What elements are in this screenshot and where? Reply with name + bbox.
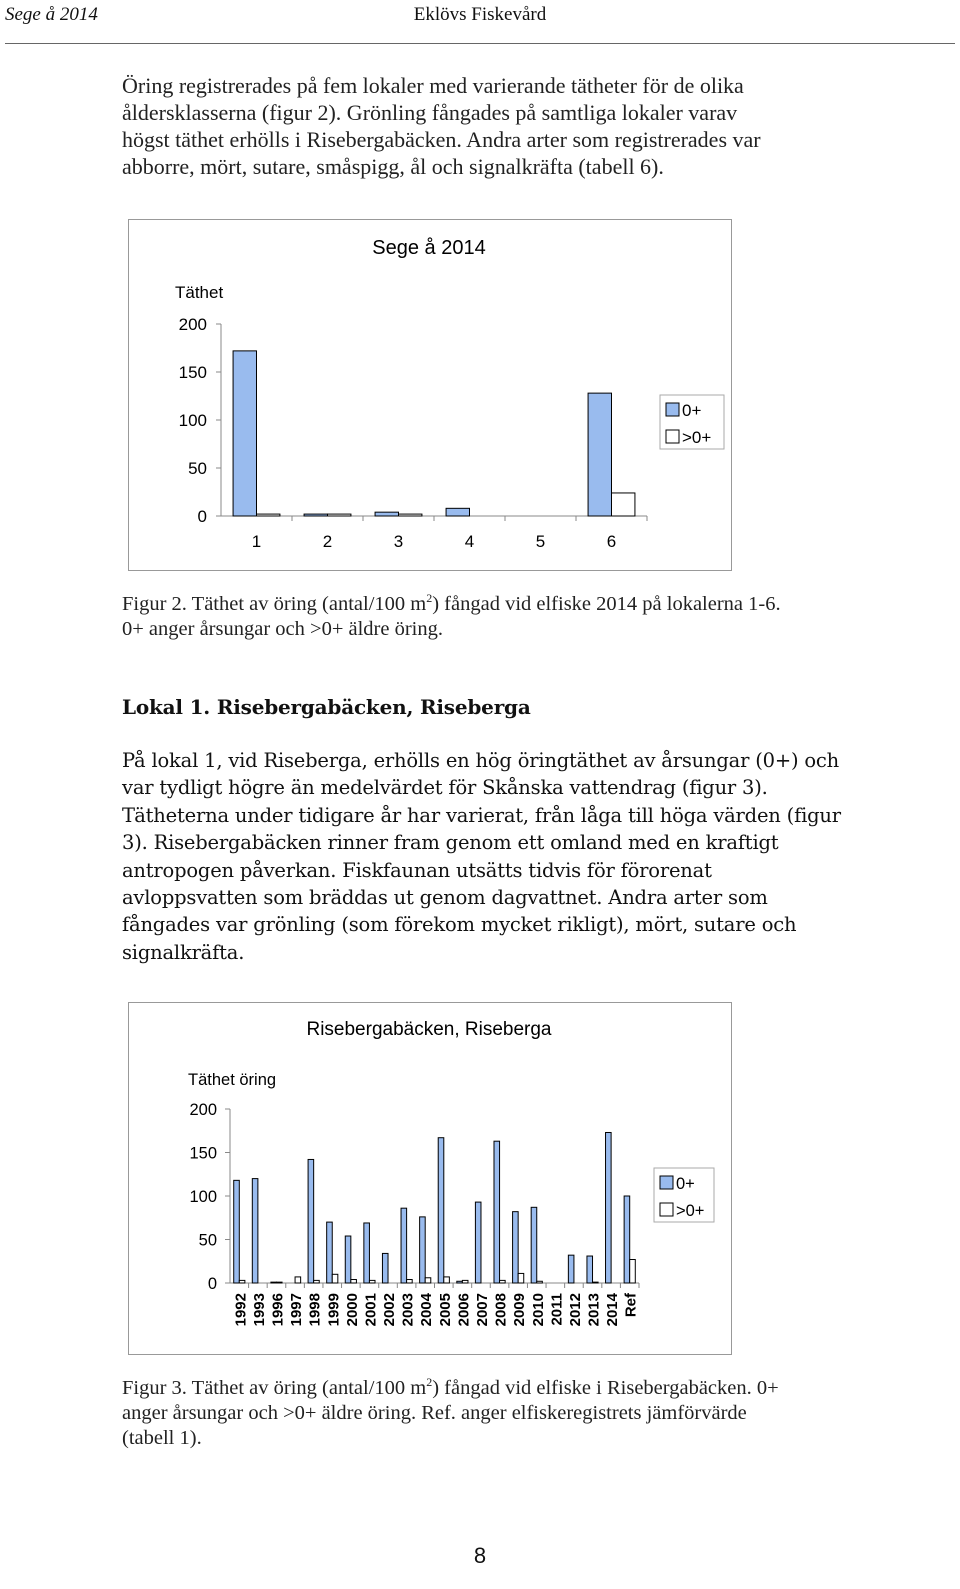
paragraph-line: 3). Risebergabäcken rinner fram genom ett omland med en kraftigt xyxy=(122,831,779,855)
x-tick-label: 2006 xyxy=(455,1293,473,1327)
chart-title: Risebergabäcken, Riseberga xyxy=(306,1019,552,1040)
intro-paragraph xyxy=(122,72,940,180)
x-tick-label: 2000 xyxy=(343,1293,361,1327)
y-tick-label: 150 xyxy=(178,363,207,382)
bar-older xyxy=(444,1277,450,1283)
y-tick-label: 50 xyxy=(188,459,207,478)
x-tick-label: 1993 xyxy=(250,1293,268,1327)
paragraph-line: På lokal 1, vid Riseberga, erhölls en hög öringtäthet av årsungar (0+) och xyxy=(122,749,839,772)
bar-older xyxy=(500,1280,506,1283)
bar-older xyxy=(537,1281,543,1283)
legend-swatch xyxy=(660,1203,673,1216)
bar-older xyxy=(612,493,635,516)
legend-label: 0+ xyxy=(676,1175,695,1193)
legend-swatch xyxy=(660,1176,673,1189)
bar-older xyxy=(314,1280,320,1283)
caption-text: Figur 3. Täthet av öring (antal/100 m xyxy=(122,1376,427,1399)
bar-young xyxy=(233,351,256,516)
paragraph-line: fångades var grönling (som förekom mycket rikligt), mört, sutare och xyxy=(122,913,797,937)
x-tick-label: 3 xyxy=(393,532,404,551)
y-tick-label: 200 xyxy=(189,1101,217,1119)
bar-young xyxy=(446,508,469,516)
legend-label: 0+ xyxy=(682,401,702,420)
bar-young xyxy=(382,1253,388,1283)
caption-text: ) fångad vid elfiske i Risebergabäcken. 0+ xyxy=(432,1376,779,1399)
bar-young xyxy=(606,1132,612,1283)
x-tick-label: 1998 xyxy=(306,1293,324,1327)
x-tick-label: 1997 xyxy=(288,1293,306,1327)
y-axis-label: Täthet öring xyxy=(188,1071,277,1089)
caption-superscript: 2 xyxy=(426,1375,433,1389)
bar-young xyxy=(375,512,398,516)
paragraph-line: signalkräfta. xyxy=(122,940,245,964)
intro-line: åldersklasserna (figur 2). Grönling fångades på samtliga lokaler varav xyxy=(122,100,738,125)
header-author: Eklövs Fiskevård xyxy=(413,4,547,25)
bar-older xyxy=(332,1274,338,1283)
x-tick-label: 2 xyxy=(322,532,333,551)
figure-3-caption-line-2: anger årsungar och >0+ äldre öring. Ref. anger elfiskeregistrets jämförvärde xyxy=(122,1401,747,1424)
figure-2-caption-line-2: 0+ anger årsungar och >0+ äldre öring. xyxy=(122,617,444,640)
bar-young xyxy=(252,1179,258,1283)
intro-line: abborre, mört, sutare, småspigg, ål och signalkräfta (tabell 6). xyxy=(122,154,664,179)
page-number: 8 xyxy=(473,1543,487,1568)
bar-older xyxy=(295,1277,301,1283)
caption-superscript: 2 xyxy=(426,591,433,605)
bar-older xyxy=(239,1280,245,1283)
y-tick-label: 0 xyxy=(197,507,207,526)
bar-older xyxy=(518,1273,524,1283)
bar-older xyxy=(369,1280,375,1283)
x-tick-label: 6 xyxy=(606,532,617,551)
section-paragraph xyxy=(122,747,940,966)
legend-label: >0+ xyxy=(682,428,712,447)
bar-young xyxy=(531,1207,537,1283)
x-tick-label: 2002 xyxy=(381,1293,399,1327)
paragraph-line: Tätheterna under tidigare år har varierat, från låga till höga värden (figur xyxy=(122,803,841,827)
x-tick-label: 1999 xyxy=(325,1293,343,1327)
header-divider xyxy=(5,43,955,44)
x-tick-label: 1 xyxy=(251,532,262,551)
figure-3-caption xyxy=(122,1370,940,1451)
bar-older xyxy=(257,514,280,516)
x-tick-label: 2003 xyxy=(399,1293,417,1327)
intro-line: Öring registrerades på fem lokaler med varierande tätheter för de olika xyxy=(122,73,744,98)
paragraph-line: var tydligt högre än medelvärdet för Skånska vattendrag (figur 3). xyxy=(122,776,768,800)
bar-young xyxy=(364,1223,370,1283)
figure-2-svg xyxy=(129,220,731,570)
x-tick-label: 4 xyxy=(464,532,475,551)
bar-young xyxy=(513,1212,519,1283)
bar-older xyxy=(425,1278,431,1283)
figure-3-caption-line-1 xyxy=(122,1370,940,1401)
bar-young xyxy=(304,514,327,516)
x-tick-label: Ref xyxy=(622,1293,640,1318)
section-heading: Lokal 1. Risebergabäcken, Riseberga xyxy=(122,695,531,719)
x-tick-label: 2007 xyxy=(473,1293,491,1327)
caption-text: Figur 2. Täthet av öring (antal/100 m xyxy=(122,592,427,615)
legend-swatch xyxy=(666,403,679,416)
y-tick-label: 150 xyxy=(189,1144,217,1163)
x-tick-label: 2009 xyxy=(511,1293,529,1327)
figure-3-caption-line-3: (tabell 1). xyxy=(122,1426,202,1449)
x-tick-label: 2005 xyxy=(436,1293,454,1327)
bar-young xyxy=(475,1202,481,1283)
x-tick-label: 1996 xyxy=(269,1293,287,1327)
chart-title: Sege å 2014 xyxy=(372,237,486,259)
bar-young xyxy=(234,1180,240,1283)
x-tick-label: 2012 xyxy=(566,1293,584,1327)
legend-swatch xyxy=(666,430,679,443)
x-tick-label: 2014 xyxy=(604,1293,622,1327)
bar-young xyxy=(438,1138,444,1283)
x-tick-label: 2001 xyxy=(362,1293,380,1327)
y-axis-label: Täthet xyxy=(175,283,224,302)
bar-young xyxy=(624,1196,630,1283)
x-tick-label: 2011 xyxy=(548,1293,566,1326)
bar-young xyxy=(587,1256,593,1283)
x-tick-label: 2010 xyxy=(529,1293,547,1327)
x-tick-label: 1992 xyxy=(232,1293,250,1327)
bar-young xyxy=(271,1282,277,1283)
y-tick-label: 200 xyxy=(178,315,207,334)
bar-young xyxy=(568,1255,574,1283)
intro-line: högst täthet erhölls i Risebergabäcken. Andra arter som registrerades var xyxy=(122,127,761,152)
caption-text: ) fångad vid elfiske 2014 på lokalerna 1-6. xyxy=(432,592,781,615)
bar-older xyxy=(328,514,351,516)
x-tick-label: 2008 xyxy=(492,1293,510,1327)
bar-young xyxy=(327,1222,333,1283)
y-tick-label: 100 xyxy=(178,411,207,430)
paragraph-line: avloppsvatten som bräddas ut genom dagvattnet. Andra arter som xyxy=(122,886,768,910)
bar-young xyxy=(420,1217,426,1283)
figure-2-caption xyxy=(122,586,940,642)
x-tick-label: 5 xyxy=(535,532,546,551)
bar-older xyxy=(407,1280,413,1283)
legend-label: >0+ xyxy=(676,1202,705,1220)
x-tick-label: 2004 xyxy=(418,1293,436,1327)
page-header xyxy=(0,0,960,46)
figure-2-chart xyxy=(128,219,732,571)
y-tick-label: 100 xyxy=(189,1188,217,1206)
figure-3-chart xyxy=(128,1002,732,1355)
paragraph-line: antropogen påverkan. Fiskfaunan utsätts tidvis för förorenat xyxy=(122,858,712,882)
bar-older xyxy=(630,1260,636,1283)
y-tick-label: 0 xyxy=(207,1275,217,1293)
bar-young xyxy=(308,1159,314,1283)
x-tick-label: 2013 xyxy=(585,1293,603,1327)
figure-3-svg xyxy=(129,1003,731,1354)
bar-young xyxy=(588,393,611,516)
bar-older xyxy=(351,1280,357,1283)
bar-older xyxy=(399,514,422,516)
bar-young xyxy=(401,1208,407,1283)
header-document-title: Sege å 2014 xyxy=(5,4,98,25)
bar-young xyxy=(457,1281,463,1283)
bar-young xyxy=(345,1236,351,1283)
y-tick-label: 50 xyxy=(198,1231,217,1250)
bar-older xyxy=(593,1282,599,1283)
bar-young xyxy=(494,1141,500,1283)
bar-older xyxy=(462,1280,468,1283)
figure-2-caption-line-1 xyxy=(122,586,940,617)
bar-older xyxy=(276,1282,282,1283)
